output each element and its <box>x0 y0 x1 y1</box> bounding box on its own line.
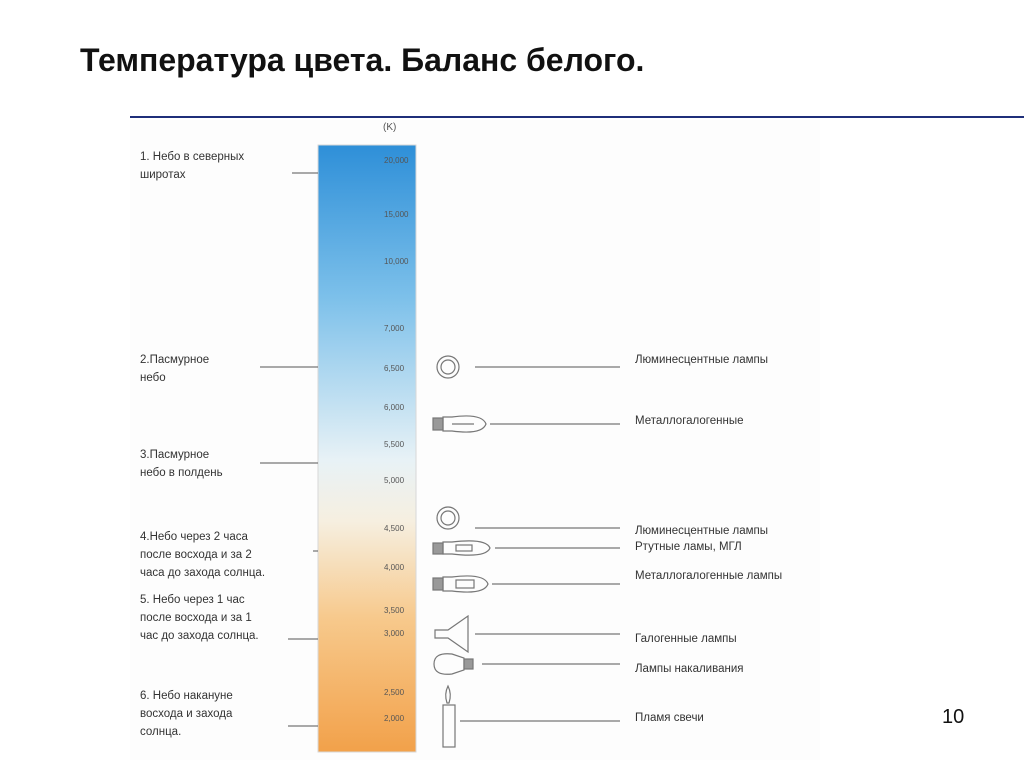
scale-tick: 2,000 <box>384 714 405 723</box>
scale-tick: 2,500 <box>384 688 405 697</box>
scale-tick: 20,000 <box>384 156 409 165</box>
ring-lamp-icon <box>437 356 459 378</box>
sky-label-3: 3.Пасмурное небо в полдень <box>140 449 223 479</box>
scale-tick: 3,500 <box>384 606 405 615</box>
sky-label-2: 2.Пасмурное небо <box>140 354 210 384</box>
scale-tick: 6,500 <box>384 364 405 373</box>
metal-halide-bulb-icon <box>433 576 488 592</box>
light-source-label: Ртутные ламы, МГЛ <box>635 541 742 553</box>
title-divider <box>130 116 1024 118</box>
scale-tick: 7,000 <box>384 324 405 333</box>
light-source-label: Пламя свечи <box>635 712 704 724</box>
color-temperature-diagram <box>130 120 820 760</box>
light-source-label: Лампы накаливания <box>635 663 744 675</box>
scale-tick: 4,500 <box>384 524 405 533</box>
scale-tick: 15,000 <box>384 210 409 219</box>
sky-connectors <box>260 173 318 726</box>
slide-title: Температура цвета. Баланс белого. <box>80 42 645 78</box>
scale-unit-label: (K) <box>383 122 397 133</box>
light-source-label: Металлогалогенные лампы <box>635 570 783 582</box>
metal-halide-bulb-icon <box>433 416 486 432</box>
mercury-lamp-icon <box>433 541 490 555</box>
page-number: 10 <box>942 706 965 728</box>
scale-tick: 5,500 <box>384 440 405 449</box>
candle-icon <box>443 686 455 747</box>
sky-label-5: 5. Небо через 1 час после восхода и за 1 час до захода солнца. <box>140 594 259 642</box>
scale-tick: 6,000 <box>384 403 405 412</box>
sky-label-6: 6. Небо накануне восхода и захода солнца. <box>140 690 233 738</box>
halogen-reflector-icon <box>435 616 468 652</box>
light-source-label: Металлогалогенные <box>635 415 744 427</box>
scale-tick: 4,000 <box>384 563 405 572</box>
scale-tick: 5,000 <box>384 476 405 485</box>
scale-tick: 10,000 <box>384 257 409 266</box>
scale-tick: 3,000 <box>384 629 405 638</box>
ring-lamp-icon <box>437 507 459 529</box>
light-source-label: Люминесцентные лампы <box>635 525 769 537</box>
sky-label-4: 4.Небо через 2 часа после восхода и за 2 часа до захода солнца. <box>140 531 266 579</box>
light-source-label: Галогенные лампы <box>635 633 737 645</box>
sky-label-1: 1. Небо в северных широтах <box>140 151 245 181</box>
light-source-label: Люминесцентные лампы <box>635 354 769 366</box>
incandescent-bulb-icon <box>434 654 473 675</box>
